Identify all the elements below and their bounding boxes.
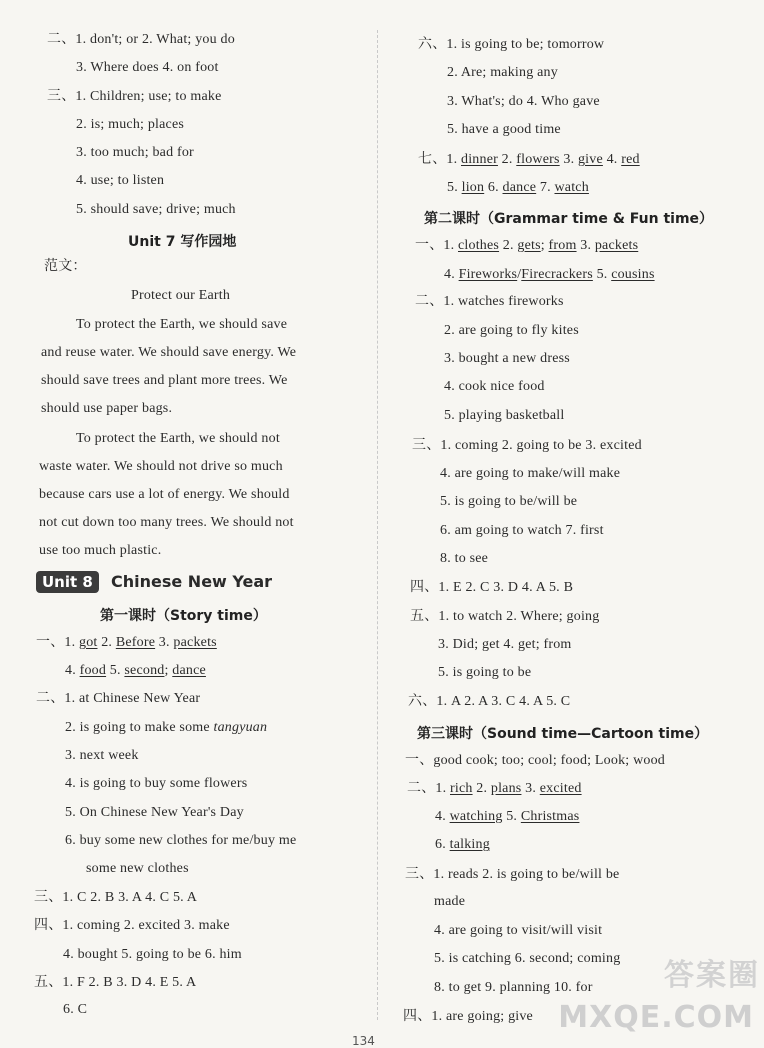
answer-line: not cut down too many trees. We should not — [39, 515, 294, 530]
column-divider — [377, 30, 378, 1020]
answer-line: 5. On Chinese New Year's Day — [65, 805, 244, 820]
answer-line: 5. have a good time — [447, 122, 561, 137]
answer-line: 一、1. clothes 2. gets; from 3. packets — [415, 238, 639, 253]
answer-line: waste water. We should not drive so much — [39, 459, 283, 474]
answer-line: 七、1. dinner 2. flowers 3. give 4. red — [418, 152, 640, 167]
unit8-title: Chinese New Year — [111, 572, 273, 591]
answer-line: 4. cook nice food — [444, 379, 545, 394]
answer-line: 5. is going to be — [438, 665, 532, 680]
answer-line: and reuse water. We should save energy. We — [41, 345, 297, 360]
answer-line: 四、1. are going; give — [403, 1009, 533, 1024]
answer-line: 2. Are; making any — [447, 65, 558, 80]
answer-line: 一、1. got 2. Before 3. packets — [36, 635, 217, 650]
answer-line: use too much plastic. — [39, 543, 162, 558]
answer-line: 二、1. at Chinese New Year — [36, 691, 201, 706]
answer-line: 5. is going to be/will be — [440, 494, 578, 509]
answer-line: 二、1. rich 2. plans 3. excited — [407, 781, 582, 796]
answer-line: 一、good cook; too; cool; food; Look; wood — [405, 753, 665, 768]
answer-line: 4. Fireworks/Firecrackers 5. cousins — [444, 267, 655, 282]
answer-line: 二、1. don't; or 2. What; you do — [47, 32, 235, 47]
answer-line: 4. are going to make/will make — [440, 466, 621, 481]
answer-line: 4. watching 5. Christmas — [435, 809, 580, 824]
answer-line: 3. bought a new dress — [444, 351, 570, 366]
answer-line: 四、1. E 2. C 3. D 4. A 5. B — [410, 580, 574, 595]
answer-line: 五、1. F 2. B 3. D 4. E 5. A — [34, 975, 197, 990]
answer-line: should use paper bags. — [41, 401, 173, 416]
answer-line: 六、1. A 2. A 3. C 4. A 5. C — [408, 694, 571, 709]
answer-line: because cars use a lot of energy. We should — [39, 487, 290, 502]
answer-line: 三、1. reads 2. is going to be/will be — [405, 867, 620, 882]
answer-line: 5. playing basketball — [444, 408, 565, 423]
answer-line: 三、1. C 2. B 3. A 4. C 5. A — [34, 890, 198, 905]
answer-line: 8. to see — [440, 551, 489, 566]
answer-line: 4. is going to buy some flowers — [65, 776, 248, 791]
lesson2-heading: 第二课时（Grammar time & Fun time） — [424, 211, 714, 227]
answer-line: some new clothes — [86, 861, 189, 876]
answer-line: 2. are going to fly kites — [444, 323, 579, 338]
answer-line: 三、1. Children; use; to make — [47, 89, 222, 104]
lesson3-heading: 第三课时（Sound time—Cartoon time） — [417, 726, 709, 742]
unit8-badge: Unit 8 — [36, 571, 99, 593]
watermark-logo: 答案圈 — [664, 958, 760, 993]
answer-line: 五、1. to watch 2. Where; going — [410, 609, 600, 624]
answer-line: 6. am going to watch 7. first — [440, 523, 604, 538]
answer-line: 6. C — [63, 1002, 88, 1017]
answer-line: 3. What's; do 4. Who gave — [447, 94, 600, 109]
answer-line: 2. is going to make some tangyuan — [65, 720, 268, 735]
answer-line: To protect the Earth, we should not — [76, 431, 280, 446]
answer-line: 3. Where does 4. on foot — [76, 60, 219, 75]
answer-line: 3. next week — [65, 748, 139, 763]
answer-line: 5. lion 6. dance 7. watch — [447, 180, 589, 195]
answer-line: 三、1. coming 2. going to be 3. excited — [412, 438, 642, 453]
answer-line: Protect our Earth — [131, 288, 231, 303]
answer-line: 4. bought 5. going to be 6. him — [63, 947, 242, 962]
answer-line: 5. should save; drive; much — [76, 202, 236, 217]
unit7-heading: Unit 7 写作园地 — [128, 234, 237, 250]
answer-line: 4. use; to listen — [76, 173, 165, 188]
answer-line: 5. is catching 6. second; coming — [434, 951, 621, 966]
answer-line: 4. food 5. second; dance — [65, 663, 206, 678]
answer-line: 二、1. watches fireworks — [415, 294, 564, 309]
answer-line: 6. buy some new clothes for me/buy me — [65, 833, 297, 848]
answer-line: made — [434, 894, 466, 909]
page-number: 134 — [352, 1034, 375, 1048]
answer-line: 3. too much; bad for — [76, 145, 194, 160]
watermark-site: MXQE.COM — [558, 1000, 754, 1035]
answer-line: To protect the Earth, we should save — [76, 317, 288, 332]
watermark — [558, 950, 760, 1042]
answer-line: 2. is; much; places — [76, 117, 185, 132]
answer-line: 6. talking — [435, 837, 490, 852]
answer-line: 四、1. coming 2. excited 3. make — [34, 918, 230, 933]
answer-line: 3. Did; get 4. get; from — [438, 637, 572, 652]
answer-line: 4. are going to visit/will visit — [434, 923, 603, 938]
answer-line: 8. to get 9. planning 10. for — [434, 980, 593, 995]
lesson1-heading: 第一课时（Story time） — [100, 608, 267, 624]
answer-line: 六、1. is going to be; tomorrow — [418, 37, 605, 52]
answer-line: should save trees and plant more trees. We — [41, 373, 288, 388]
answer-line: 范文： — [44, 259, 87, 274]
